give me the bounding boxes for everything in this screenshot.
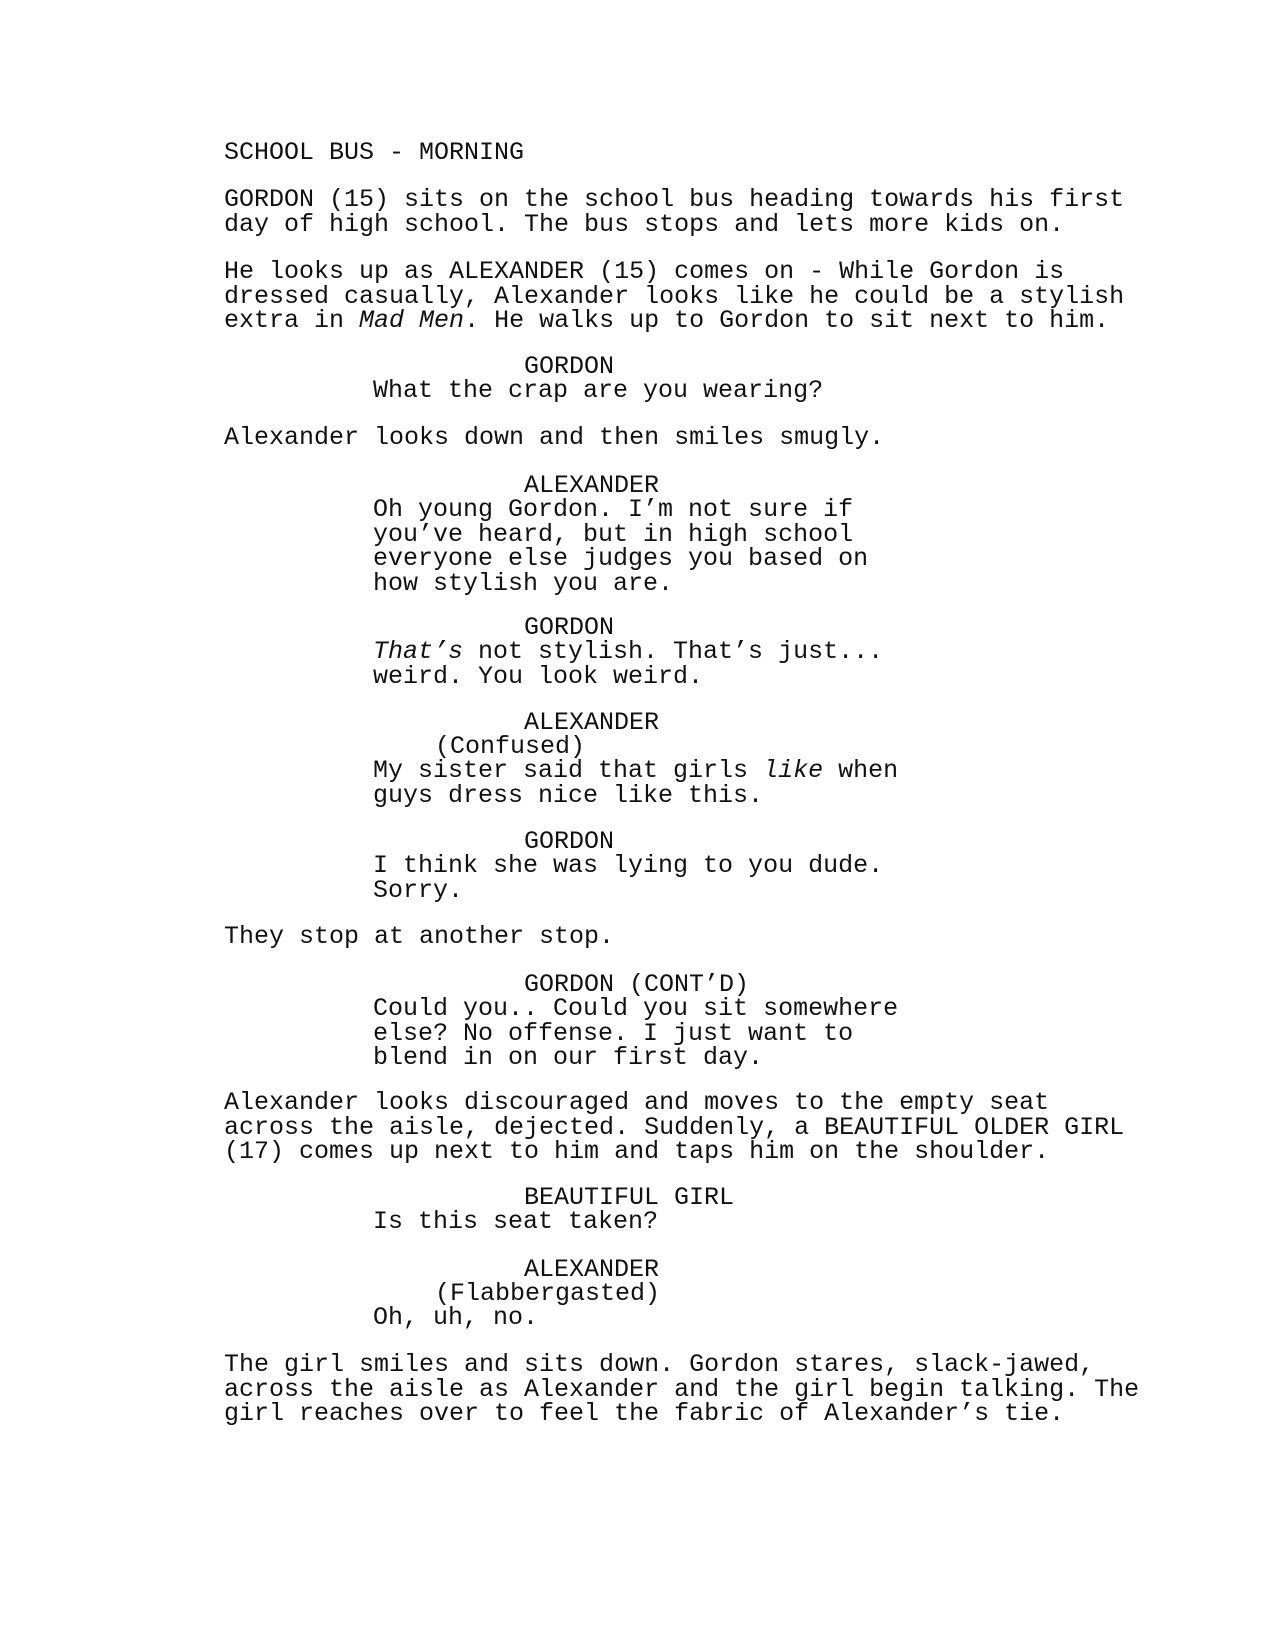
dialogue: Oh young Gordon. I’m not sure if you’ve heard, but in high school everyone else judges you based on how stylish you are. [373,495,869,599]
scene-heading: SCHOOL BUS - MORNING [224,138,525,167]
character-name: ALEXANDER [524,471,660,500]
dialogue-text: My sister said that girls [373,756,764,785]
action-line: Alexander looks discouraged and moves to the empty seat across the aisle, dejected. Suddenly, a BEAUTIFUL OLDER GIRL (17) comes up next to him and taps him on the shoulder. [224,1088,1125,1167]
action-text: . He walks up to Gordon to sit next to him. [464,306,1110,336]
parenthetical: (Confused) [435,732,586,761]
action-text: He looks up as ALEXANDER (15) comes on - While Gordon is dressed casually, Alexander looks like he could be a stylish extra in [224,257,1125,336]
dialogue: Could you.. Could you sit somewhere else? No offense. I just want to blend in on our first day. [373,994,899,1073]
action-line: Alexander looks down and then smiles smugly. [224,423,885,452]
action-line: GORDON (15) sits on the school bus heading towards his first day of high school. The bus stops and lets more kids on. [224,185,1125,239]
character-name: ALEXANDER [524,708,660,737]
character-name: GORDON (CONT’D) [524,970,750,999]
dialogue: I think she was lying to you dude. Sorry. [373,851,884,905]
dialogue: Is this seat taken? [373,1207,659,1236]
character-name: GORDON [524,613,615,642]
action-line: They stop at another stop. [224,922,615,951]
character-name: GORDON [524,827,615,856]
parenthetical: (Flabbergasted) [435,1279,661,1308]
dialogue-italic: That’s [373,637,464,666]
action-line: The girl smiles and sits down. Gordon stares, slack-jawed, across the aisle as Alexander and the girl begin talking. The girl reaches over to feel the fabric of Alexander’s tie. [224,1350,1140,1429]
action-italic-title: Mad Men [359,306,465,336]
character-name: BEAUTIFUL GIRL [524,1183,735,1212]
dialogue: What the crap are you wearing? [373,376,824,405]
character-name: ALEXANDER [524,1255,660,1284]
dialogue-italic: like [763,756,824,785]
character-name: GORDON [524,352,615,381]
dialogue-text: not stylish. That’s just... weird. You look weird. [373,637,884,691]
action-line [224,257,1125,336]
dialogue-text: when guys dress nice like this. [373,756,899,810]
dialogue [373,637,884,691]
dialogue: Oh, uh, no. [373,1303,539,1332]
dialogue [373,756,899,810]
